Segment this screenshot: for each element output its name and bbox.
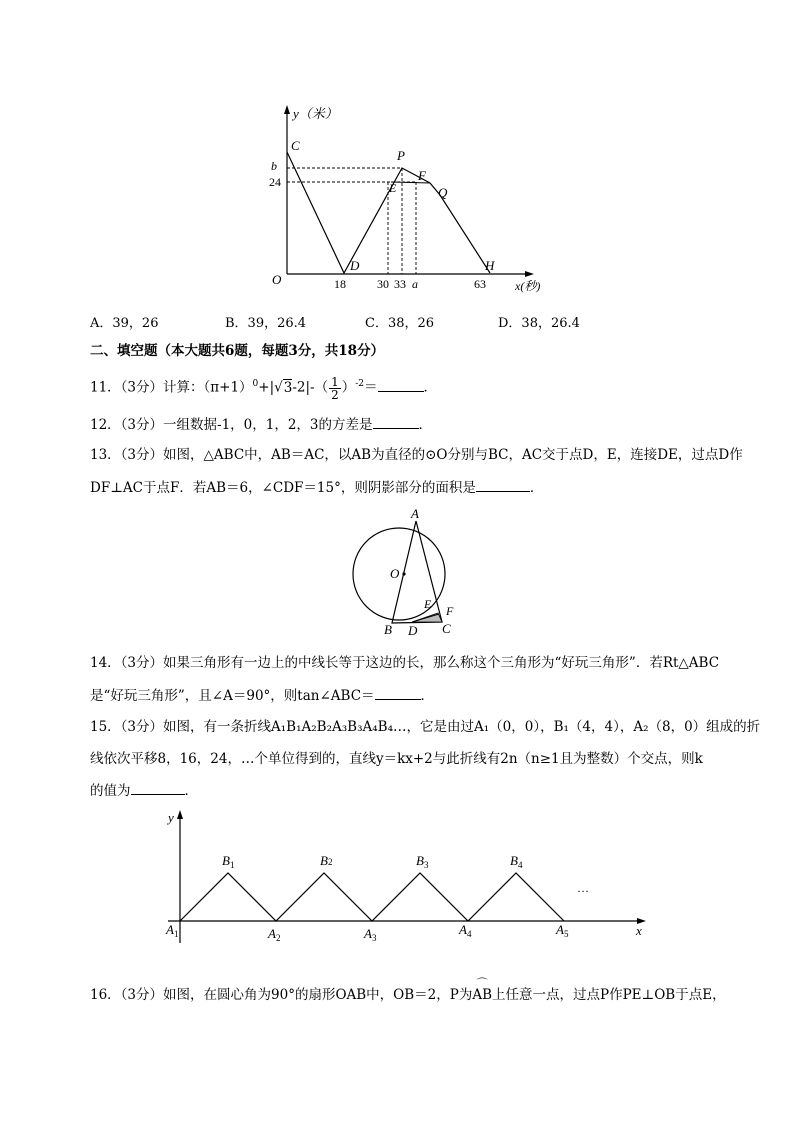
label-B2: B2 (320, 853, 333, 868)
q11-mid2: -2|-（ (292, 379, 329, 396)
label-B1: $B_1$ (222, 853, 235, 870)
q15-end: ． (184, 783, 198, 799)
q11-sqrt-value: 3 (283, 379, 293, 396)
q12-text: 12．（3分）一组数据-1，0，1，2，3的方差是 (90, 417, 373, 433)
x-label: x (636, 923, 642, 938)
distance-time-graph (260, 100, 560, 295)
x-axis-arrow (525, 271, 534, 277)
label-F: F (446, 604, 454, 618)
x-tick-a: a (412, 277, 418, 291)
label-A1: $A_1$ (166, 922, 179, 939)
label-B3: $B_3$ (416, 853, 429, 870)
q16-arc-text: AB (472, 987, 493, 1003)
q11-frac-den: 2 (331, 387, 339, 402)
point-E: E (389, 181, 397, 195)
label-A: A (411, 506, 419, 521)
label-A2: $A_2$ (268, 926, 281, 943)
x-tick-30: 30 (377, 277, 389, 291)
q11-answer-blank[interactable] (378, 377, 424, 392)
q16-arc (472, 977, 493, 1005)
q11-frac-num: 1 (331, 374, 339, 389)
y-axis-label: y（米） (293, 106, 338, 121)
question-15-line3 (90, 780, 198, 801)
label-D: D (408, 623, 418, 638)
q11-suffix: ＝ (364, 379, 378, 396)
q12-answer-blank[interactable] (373, 414, 419, 429)
arc-symbol: ⌒ (476, 977, 488, 990)
sqrt-symbol: √ (274, 379, 283, 396)
x-tick-33: 33 (394, 277, 406, 291)
label-B4: $B_4$ (510, 853, 523, 870)
zigzag-polyline (180, 873, 564, 921)
point-H: H (485, 258, 495, 273)
y-axis-arrow (177, 810, 183, 819)
label-C: C (442, 621, 451, 636)
graph-polyline (287, 152, 490, 273)
question-15-line1: 15．（3分）如图，有一条折线A₁B₁A₂B₂A₃B₃A₄B₄…，它是由过A₁（0，0），B₁（4，4），A₂（8，0）组成的折 (90, 719, 761, 735)
y-tick-b: b (271, 159, 277, 173)
q15-answer-blank[interactable] (131, 780, 185, 795)
origin-label: O (272, 272, 282, 287)
q11-exp-neg2: -2 (355, 379, 365, 389)
zigzag-figure (160, 808, 660, 958)
label-A4: $A_4$ (459, 922, 472, 939)
point-D: D (350, 258, 360, 273)
q11-exp0: 0 (252, 379, 259, 389)
question-16 (90, 977, 726, 1005)
option-d: D．38，26.4 (498, 316, 580, 331)
q11-mid1: +| (258, 379, 275, 396)
question-13-line1: 13．（3分）如图，△ABC中，AB＝AC，以AB为直径的⊙O分别与BC，AC交于点D，E，连接DE，过点D作 (90, 447, 743, 463)
y-tick-24: 24 (269, 175, 281, 189)
option-c: C．38，26 (365, 316, 435, 331)
question-15-line2: 线依次平移8，16，24，…个单位得到的，直线y＝kx+2与此折线有2n（n≥1且为整数）个交点，则k (90, 751, 703, 767)
label-B: B (384, 622, 392, 637)
ellipsis: … (577, 881, 589, 895)
point-Q: Q (438, 185, 448, 200)
label-A5: $A_5$ (556, 922, 569, 939)
question-12 (90, 414, 432, 435)
center-dot (402, 572, 405, 575)
point-C: C (291, 138, 300, 153)
label-O: O (390, 566, 400, 581)
point-F: F (418, 168, 426, 183)
y-label: y (168, 810, 174, 825)
question-14-line1: 14．（3分）如果三角形有一边上的中线长等于这边的长，那么称这个三角形为“好玩三角形”．若Rt△ABC (90, 655, 720, 671)
q13-line2-text: DF⊥AC于点F．若AB＝6，∠CDF＝15°，则阴影部分的面积是 (90, 480, 476, 496)
triangle-ABC (392, 521, 442, 623)
option-b: B．39，26.4 (225, 316, 307, 331)
q11-mid3: ） (341, 379, 356, 396)
x-axis-label: x(秒) (515, 279, 541, 293)
q11-fraction (329, 376, 341, 401)
x-tick-63: 63 (474, 277, 486, 291)
option-a: A．39，26 (90, 316, 159, 331)
label-E: E (424, 597, 432, 611)
q11-prefix: 11．（3分）计算：（π+1） (90, 379, 253, 396)
q14-end: ． (420, 688, 435, 704)
point-P: P (397, 148, 405, 163)
x-tick-18: 18 (334, 277, 346, 291)
question-13-line2 (90, 477, 543, 498)
q13-end: ． (529, 480, 544, 496)
label-A3: $A_3$ (364, 926, 377, 943)
q10-options (90, 312, 710, 332)
q16-suffix: 上任意一点，过点P作PE⊥OB于点E， (492, 987, 726, 1003)
question-14-line2 (90, 685, 434, 706)
q15-line3-text: 的值为 (90, 783, 131, 799)
q14-answer-blank[interactable] (375, 685, 421, 700)
section2-title: 二、填空题（本大题共6题，每题3分，共18分） (90, 343, 385, 359)
q11-end: ． (423, 379, 438, 396)
circle-figure (340, 505, 470, 640)
q16-prefix: 16．（3分）如图，在圆心角为90°的扇形OAB中，OB＝2，P为 (90, 987, 473, 1003)
q14-line2-text: 是“好玩三角形”，且∠A＝90°，则tan∠ABC＝ (90, 688, 375, 704)
q13-answer-blank[interactable] (476, 477, 530, 492)
question-11 (90, 374, 437, 401)
y-axis-arrow (284, 105, 290, 114)
q12-end: ． (418, 417, 433, 433)
